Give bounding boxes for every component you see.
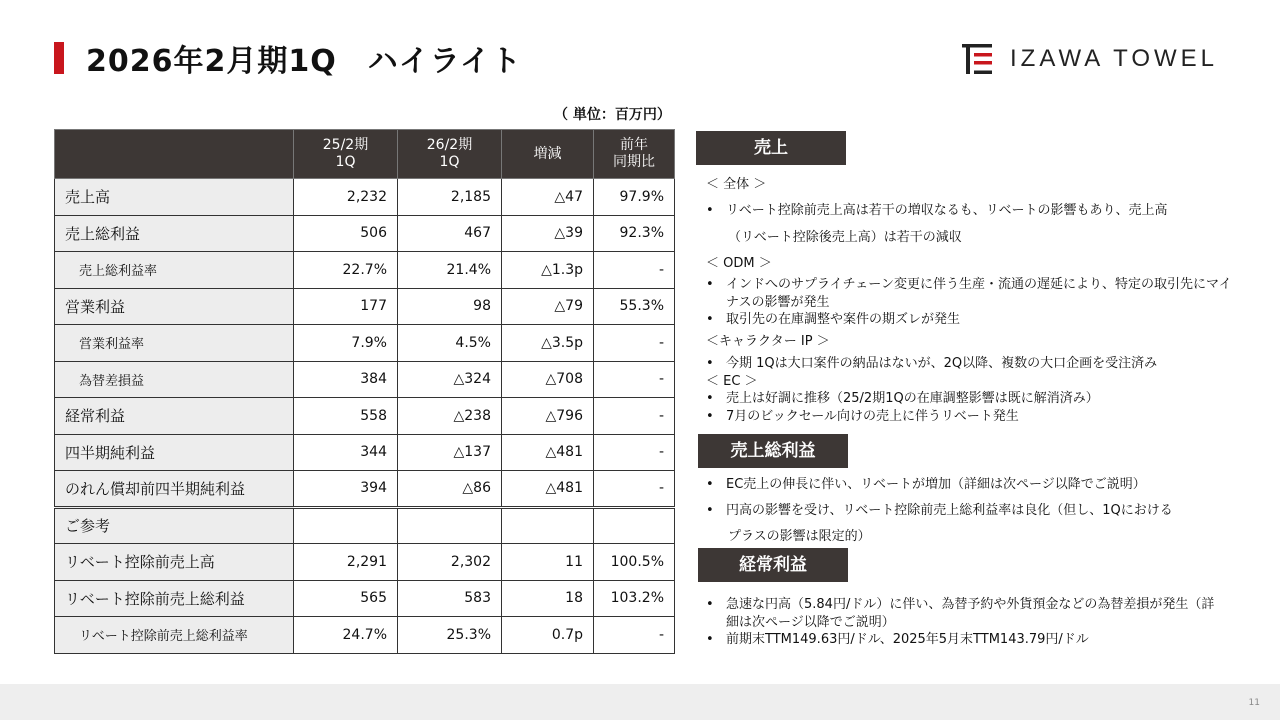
- logo-text: IZAWA TOWEL: [1010, 45, 1219, 72]
- cell-value: △39: [502, 215, 594, 252]
- table-row: [55, 252, 675, 289]
- cell-value: 7.9%: [294, 325, 398, 362]
- row-label: 営業利益率: [55, 325, 294, 362]
- cell-value: △1.3p: [502, 252, 594, 289]
- bullet-icon: •: [706, 356, 714, 371]
- cell-value: 25.3%: [398, 617, 502, 654]
- row-label: 売上高: [55, 179, 294, 216]
- bullet-icon: •: [706, 632, 714, 647]
- cell-value: 2,302: [398, 544, 502, 581]
- page-number: 11: [1248, 698, 1260, 708]
- list-item: [706, 355, 1236, 373]
- table-row: [55, 179, 675, 216]
- cell-value: 0.7p: [502, 617, 594, 654]
- cell-value: 2,232: [294, 179, 398, 216]
- table-row: [55, 288, 675, 325]
- cell-value: △238: [398, 398, 502, 435]
- row-label: のれん償却前四半期純利益: [55, 471, 294, 508]
- table-header-cell: 前年 同期比: [594, 130, 675, 179]
- bullet-icon: •: [706, 391, 714, 406]
- cell-value: 22.7%: [294, 252, 398, 289]
- cell-value: 100.5%: [594, 544, 675, 581]
- cell-value: [398, 507, 502, 544]
- bullet-icon: •: [706, 203, 714, 218]
- table-row: [55, 580, 675, 617]
- list-item: [706, 476, 1236, 494]
- cell-value: 21.4%: [398, 252, 502, 289]
- gross-profit-item-1: EC売上の伸長に伴い、リベートが増加（詳細は次ページ以降でご説明）: [726, 477, 1146, 492]
- cell-value: 2,291: [294, 544, 398, 581]
- bullet-icon: •: [706, 312, 714, 327]
- cell-value: △79: [502, 288, 594, 325]
- row-label: ご参考: [55, 507, 294, 544]
- cell-value: △481: [502, 471, 594, 508]
- cell-value: 103.2%: [594, 580, 675, 617]
- cell-value: △3.5p: [502, 325, 594, 362]
- cell-value: △47: [502, 179, 594, 216]
- unit-label: （ 単位：百万円）: [554, 107, 671, 123]
- ordinary-profit-item-2: 前期末TTM149.63円/ドル、2025年5月末TTM143.79円/ドル: [726, 632, 1089, 647]
- table-row: [55, 398, 675, 435]
- financial-highlights-table: [54, 129, 675, 654]
- odm-label: ＜ ODM ＞: [706, 256, 772, 271]
- cell-value: -: [594, 471, 675, 508]
- cell-value: 467: [398, 215, 502, 252]
- cell-value: [294, 507, 398, 544]
- row-label: 営業利益: [55, 288, 294, 325]
- cell-value: 506: [294, 215, 398, 252]
- cell-value: △324: [398, 361, 502, 398]
- title-accent-bar: [54, 42, 64, 74]
- cell-value: △137: [398, 434, 502, 471]
- table-row: [55, 215, 675, 252]
- ordinary-profit-heading: 経常利益: [698, 548, 848, 582]
- cell-value: [594, 507, 675, 544]
- overall-line-1: リベート控除前売上高は若干の増収なるも、リベートの影響もあり、売上高: [726, 203, 1168, 218]
- list-item: [706, 631, 1236, 649]
- cell-value: △708: [502, 361, 594, 398]
- cell-value: 55.3%: [594, 288, 675, 325]
- cell-value: 565: [294, 580, 398, 617]
- row-label: リベート控除前売上総利益率: [55, 617, 294, 654]
- cell-value: △796: [502, 398, 594, 435]
- overall-line-2: （リベート控除後売上高）は若干の減収: [728, 230, 962, 245]
- list-item: [706, 596, 1226, 632]
- table-header-cell: 25/2期 1Q: [294, 130, 398, 179]
- row-label: 四半期純利益: [55, 434, 294, 471]
- page-title: 2026年2月期1Q ハイライト: [86, 44, 522, 79]
- cell-value: -: [594, 252, 675, 289]
- ec-item-2: 7月のビックセール向けの売上に伴うリベート発生: [726, 409, 1019, 424]
- odm-item-1: インドへのサプライチェーン変更に伴う生産・流通の遅延により、特定の取引先にマイナスの影響が発生: [726, 277, 1232, 310]
- cell-value: △481: [502, 434, 594, 471]
- row-label: リベート控除前売上高: [55, 544, 294, 581]
- row-label: 為替差損益: [55, 361, 294, 398]
- table-header-cell: 増減: [502, 130, 594, 179]
- list-item: [706, 390, 1236, 408]
- ec-item-1: 売上は好調に推移（25/2期1Qの在庫調整影響は既に解消済み）: [726, 391, 1099, 406]
- table-header-cell: [55, 130, 294, 179]
- cell-value: 177: [294, 288, 398, 325]
- cell-value: -: [594, 361, 675, 398]
- gross-profit-item-2-line-1: 円高の影響を受け、リベート控除前売上総利益率は良化（但し、1Qにおける: [726, 503, 1173, 518]
- cell-value: 384: [294, 361, 398, 398]
- bullet-icon: •: [706, 409, 714, 424]
- table-row-reference-header: [55, 507, 675, 544]
- row-label: 経常利益: [55, 398, 294, 435]
- ip-item-1: 今期 1Qは大口案件の納品はないが、2Q以降、複数の大口企画を受注済み: [726, 356, 1158, 371]
- table-row: [55, 617, 675, 654]
- cell-value: 344: [294, 434, 398, 471]
- list-item: [706, 276, 1232, 312]
- cell-value: -: [594, 617, 675, 654]
- row-label: 売上総利益率: [55, 252, 294, 289]
- bullet-icon: •: [706, 503, 714, 518]
- odm-item-2: 取引先の在庫調整や案件の期ズレが発生: [726, 312, 961, 327]
- cell-value: 394: [294, 471, 398, 508]
- cell-value: 583: [398, 580, 502, 617]
- overall-label: ＜ 全体 ＞: [706, 177, 767, 192]
- list-item: [706, 311, 1236, 329]
- gross-profit-item-2-line-2: プラスの影響は限定的）: [728, 529, 871, 544]
- row-label: 売上総利益: [55, 215, 294, 252]
- list-item: [706, 202, 1236, 220]
- cell-value: 2,185: [398, 179, 502, 216]
- bullet-icon: •: [706, 597, 714, 612]
- ip-label: ＜キャラクター IP ＞: [706, 334, 830, 349]
- gross-profit-heading: 売上総利益: [698, 434, 848, 468]
- cell-value: 18: [502, 580, 594, 617]
- ec-label: ＜ EC ＞: [706, 374, 758, 389]
- bullet-icon: •: [706, 477, 714, 492]
- cell-value: △86: [398, 471, 502, 508]
- cell-value: -: [594, 434, 675, 471]
- cell-value: 4.5%: [398, 325, 502, 362]
- company-logo: [962, 44, 1218, 74]
- ordinary-profit-item-1: 急速な円高（5.84円/ドル）に伴い、為替予約や外貨預金などの為替差損が発生（詳細は次ページ以降でご説明）: [726, 597, 1215, 630]
- bullet-icon: •: [706, 277, 714, 292]
- cell-value: 92.3%: [594, 215, 675, 252]
- cell-value: 11: [502, 544, 594, 581]
- list-item: [706, 408, 1236, 426]
- cell-value: -: [594, 398, 675, 435]
- table-row: [55, 471, 675, 508]
- table-header-cell: 26/2期 1Q: [398, 130, 502, 179]
- footer-bar: [0, 684, 1280, 720]
- cell-value: 558: [294, 398, 398, 435]
- cell-value: [502, 507, 594, 544]
- cell-value: -: [594, 325, 675, 362]
- row-label: リベート控除前売上総利益: [55, 580, 294, 617]
- table-row: [55, 434, 675, 471]
- logo-mark-icon: [962, 44, 992, 74]
- cell-value: 24.7%: [294, 617, 398, 654]
- table-row: [55, 361, 675, 398]
- list-item: [706, 502, 1236, 520]
- table-row: [55, 544, 675, 581]
- cell-value: 97.9%: [594, 179, 675, 216]
- table-row: [55, 325, 675, 362]
- sales-heading: 売上: [696, 131, 846, 165]
- cell-value: 98: [398, 288, 502, 325]
- table-header-row: [55, 130, 675, 179]
